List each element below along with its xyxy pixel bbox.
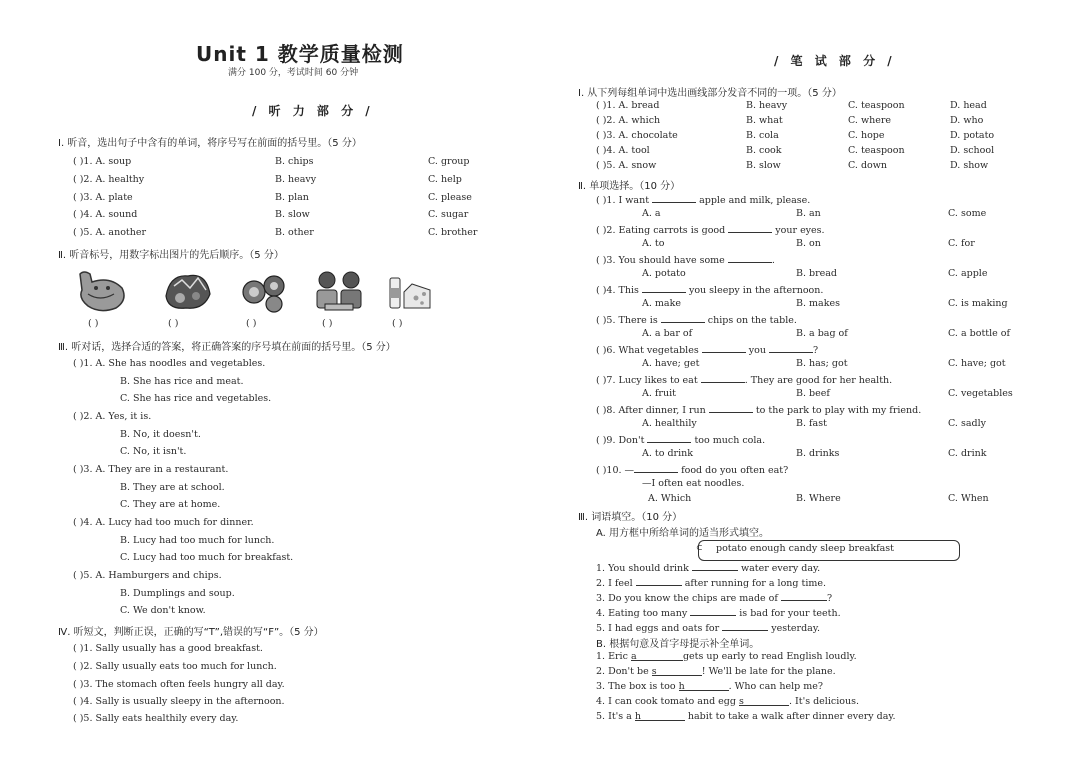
question-text: ?: [813, 345, 819, 356]
fill-item: [596, 696, 859, 707]
question-text: food do you often eat?: [681, 465, 789, 476]
option-c: C. Lucy had too much for breakfast.: [120, 552, 294, 563]
fill-text: 5. It's a: [596, 711, 632, 722]
fill-text: ?: [826, 593, 833, 604]
option-d: D. head: [950, 100, 987, 111]
option-c: C. sadly: [948, 418, 986, 429]
fill-text: habit to take a walk after dinner every day.: [687, 711, 896, 722]
initial-letter: h: [634, 711, 641, 722]
writing-s3-title: Ⅲ. 词语填空。（10 分）: [578, 512, 683, 523]
question-text: ( )6. What vegetables: [596, 345, 699, 356]
question-text: ( )4. This: [596, 285, 639, 296]
answer-blank[interactable]: [652, 193, 696, 203]
listening-s2-title: Ⅱ. 听音标号，用数字标出图片的先后顺序。（5 分）: [58, 250, 284, 261]
option-a: A. to drink: [642, 448, 693, 459]
option-b: B. has; got: [796, 358, 848, 369]
list-item: ( )3. A. chocolate: [596, 130, 678, 141]
answer-blank[interactable]: [634, 463, 678, 473]
fill-item: [596, 666, 836, 677]
question: ( )2. A. Yes, it is.: [73, 411, 152, 422]
option-a: A. potato: [642, 268, 686, 279]
option-b: B. cook: [746, 145, 782, 156]
answer-blank[interactable]: [728, 223, 772, 233]
answer-blank[interactable]: [635, 711, 685, 721]
fill-text: gets up early to read English loudly.: [682, 651, 857, 662]
answer-blank[interactable]: [722, 621, 768, 631]
answer-blank[interactable]: [709, 403, 753, 413]
question-text: ( )10. —: [596, 465, 635, 476]
answer-blank[interactable]: [636, 576, 682, 586]
fill-text: yesterday.: [771, 623, 820, 634]
fill-item: [596, 681, 823, 692]
option-c: C. a bottle of: [948, 328, 1011, 339]
option-c: C. help: [428, 174, 462, 185]
fill-item: [596, 651, 857, 662]
option-b: B. what: [746, 115, 783, 126]
option-c: C. When: [948, 493, 989, 504]
option-b: B. Where: [796, 493, 841, 504]
statement: ( )2. Sally usually eats too much for lunch.: [73, 661, 277, 672]
listening-s1-title: Ⅰ. 听音，选出句子中含有的单词，将序号写在前面的括号里。（5 分）: [58, 138, 362, 149]
option-d: D. who: [950, 115, 984, 126]
option-b: B. Lucy had too much for lunch.: [120, 535, 275, 546]
part-a-title: A. 用方框中所给单词的适当形式填空。: [596, 528, 770, 539]
option-a: A. to: [642, 238, 665, 249]
question-text: you sleepy in the afternoon.: [688, 285, 824, 296]
children-eating-picture: [311, 268, 367, 314]
question-text: .: [771, 255, 775, 266]
option-b: B. Dumplings and soup.: [120, 588, 235, 599]
answer-blank[interactable]: [702, 343, 746, 353]
list-item: ( )5. A. another: [73, 227, 147, 238]
listening-part-title: / 听 力 部 分 /: [252, 104, 374, 118]
answer-blank[interactable]: [631, 651, 683, 661]
question: ( )1. A. She has noodles and vegetables.: [73, 358, 266, 369]
answer-blank[interactable]: [642, 283, 686, 293]
fill-text: 4. I can cook tomato and egg: [596, 696, 736, 707]
option-b: B. beef: [796, 388, 830, 399]
fill-text: 5. I had eggs and oats for: [596, 623, 720, 634]
question: [596, 463, 788, 476]
option-c: C. down: [848, 160, 888, 171]
option-a: A. make: [642, 298, 681, 309]
option-c: C. for: [948, 238, 975, 249]
option-b: B. bread: [796, 268, 838, 279]
option-c: C. apple: [948, 268, 988, 279]
option-b: B. drinks: [796, 448, 840, 459]
answer-blank[interactable]: [781, 591, 827, 601]
fill-item: [596, 621, 820, 634]
question: [596, 253, 775, 266]
initial-letter: a: [630, 651, 637, 662]
question-text: ( )9. Don't: [596, 435, 645, 446]
option-c: C. some: [948, 208, 987, 219]
fill-item: [596, 561, 820, 574]
fill-text: 3. Do you know the chips are made of: [596, 593, 778, 604]
option-c: C. She has rice and vegetables.: [120, 393, 272, 404]
word-box-words: potato enough candy sleep breakfast: [716, 543, 895, 554]
answer-blank[interactable]: [647, 433, 691, 443]
option-c: C. We don't know.: [120, 605, 206, 616]
initial-letter: h: [678, 681, 685, 692]
question-text: your eyes.: [775, 225, 825, 236]
fill-text: 1. You should drink: [596, 563, 689, 574]
fill-item: [596, 576, 826, 589]
question-text: apple and milk, please.: [699, 195, 811, 206]
fill-text: after running for a long time.: [684, 578, 827, 589]
question: ( )5. A. Hamburgers and chips.: [73, 570, 222, 581]
answer-blank[interactable]: [701, 373, 745, 383]
option-b: B. cola: [746, 130, 779, 141]
word-box-hook: ⊂: [696, 543, 703, 552]
option-b: B. No, it doesn't.: [120, 429, 201, 440]
answer-blank[interactable]: [769, 343, 813, 353]
option-c: C. is making: [948, 298, 1008, 309]
question-text: you: [748, 345, 766, 356]
question: [596, 403, 921, 416]
option-a: A. fruit: [642, 388, 676, 399]
part-b-title: B. 根据句意及首字母提示补全单词。: [596, 639, 760, 650]
list-item: ( )2. A. healthy: [73, 174, 145, 185]
option-b: B. an: [796, 208, 821, 219]
option-c: C. brother: [428, 227, 478, 238]
dialog-reply: —I often eat noodles.: [642, 478, 745, 489]
rolls-picture: [240, 270, 290, 314]
list-item: ( )1. A. soup: [73, 156, 132, 167]
option-c: C. vegetables: [948, 388, 1013, 399]
question: [596, 373, 892, 386]
question: ( )4. A. Lucy had too much for dinner.: [73, 517, 254, 528]
option-a: A. healthily: [642, 418, 697, 429]
option-b: B. slow: [746, 160, 781, 171]
writing-part-title: / 笔 试 部 分 /: [774, 54, 896, 68]
list-item: ( )1. A. bread: [596, 100, 660, 111]
statement: ( )3. The stomach often feels hungry all day.: [73, 679, 285, 690]
statement: ( )4. Sally is usually sleepy in the afternoon.: [73, 696, 285, 707]
option-b: B. makes: [796, 298, 840, 309]
option-c: C. have; got: [948, 358, 1006, 369]
writing-s1-title: Ⅰ. 从下列每组单词中选出画线部分发音不同的一项。（5 分）: [578, 88, 842, 99]
fill-item: [596, 591, 832, 604]
option-b: B. heavy: [746, 100, 788, 111]
option-a: A. a: [642, 208, 661, 219]
option-c: C. No, it isn't.: [120, 446, 187, 457]
fill-text: ! We'll be late for the plane.: [701, 666, 836, 677]
question-text: ( )1. I want: [596, 195, 650, 206]
order-paren-2: ( ): [168, 318, 179, 329]
answer-blank[interactable]: [739, 696, 789, 706]
option-b: B. on: [796, 238, 821, 249]
option-d: D. potato: [950, 130, 995, 141]
question: [596, 433, 765, 446]
answer-blank[interactable]: [661, 313, 705, 323]
option-d: D. show: [950, 160, 989, 171]
option-c: C. sugar: [428, 209, 469, 220]
initial-letter: s: [651, 666, 657, 677]
option-c: C. teaspoon: [848, 145, 905, 156]
question-text: ( )5. There is: [596, 315, 658, 326]
list-item: ( )5. A. snow: [596, 160, 657, 171]
fill-item: [596, 711, 896, 722]
stomach-picture: [70, 268, 132, 314]
answer-blank[interactable]: [728, 253, 772, 263]
fill-text: . Who can help me?: [728, 681, 823, 692]
fill-text: 2. Don't be: [596, 666, 649, 677]
answer-blank[interactable]: [692, 561, 738, 571]
option-b: B. heavy: [275, 174, 317, 185]
fill-text: 2. I feel: [596, 578, 633, 589]
question: [596, 283, 823, 296]
fill-text: water every day.: [740, 563, 821, 574]
listening-s4-title: Ⅳ. 听短文，判断正误，正确的写“T”,错误的写“F”。（5 分）: [58, 627, 324, 638]
option-b: B. plan: [275, 192, 309, 203]
order-paren-4: ( ): [322, 318, 333, 329]
fill-item: [596, 606, 841, 619]
question-text: ( )2. Eating carrots is good: [596, 225, 726, 236]
question: [596, 223, 825, 236]
question-text: ( )7. Lucy likes to eat: [596, 375, 698, 386]
option-b: B. She has rice and meat.: [120, 376, 244, 387]
page-subtitle: 满分 100 分，考试时间 60 分钟: [228, 68, 359, 78]
statement: ( )1. Sally usually has a good breakfast.: [73, 643, 263, 654]
answer-blank[interactable]: [652, 666, 702, 676]
option-a: A. Which: [648, 493, 692, 504]
option-c: C. teaspoon: [848, 100, 905, 111]
option-c: C. drink: [948, 448, 987, 459]
list-item: ( )2. A. which: [596, 115, 661, 126]
question: [596, 343, 818, 356]
question: ( )3. A. They are in a restaurant.: [73, 464, 229, 475]
option-c: C. please: [428, 192, 472, 203]
answer-blank[interactable]: [690, 606, 736, 616]
option-c: C. where: [848, 115, 892, 126]
list-item: ( )4. A. sound: [73, 209, 138, 220]
question-text: ( )8. After dinner, I run: [596, 405, 706, 416]
option-b: B. a bag of: [796, 328, 848, 339]
option-c: C. group: [428, 156, 470, 167]
question: [596, 193, 810, 206]
option-b: B. They are at school.: [120, 482, 225, 493]
option-b: B. slow: [275, 209, 310, 220]
question-text: ( )3. You should have some: [596, 255, 725, 266]
page-title: Unit 1 教学质量检测: [196, 42, 404, 66]
initial-letter: s: [738, 696, 744, 707]
milk-cheese-picture: [386, 276, 434, 312]
option-a: A. a bar of: [642, 328, 693, 339]
fill-text: . It's delicious.: [788, 696, 859, 707]
option-c: C. They are at home.: [120, 499, 221, 510]
order-paren-1: ( ): [88, 318, 99, 329]
question-text: chips on the table.: [707, 315, 797, 326]
question-text: . They are good for her health.: [744, 375, 893, 386]
vegetables-picture: [160, 266, 214, 314]
option-b: B. other: [275, 227, 314, 238]
listening-s3-title: Ⅲ. 听对话，选择合适的答案，将正确答案的序号填在前面的括号里。（5 分）: [58, 342, 396, 353]
list-item: ( )3. A. plate: [73, 192, 133, 203]
option-c: C. hope: [848, 130, 885, 141]
order-paren-5: ( ): [392, 318, 403, 329]
question-text: too much cola.: [694, 435, 766, 446]
option-b: B. fast: [796, 418, 827, 429]
list-item: ( )4. A. tool: [596, 145, 650, 156]
statement: ( )5. Sally eats healthily every day.: [73, 713, 239, 724]
fill-text: 1. Eric: [596, 651, 628, 662]
writing-s2-title: Ⅱ. 单项选择。（10 分）: [578, 181, 681, 192]
order-paren-3: ( ): [246, 318, 257, 329]
option-a: A. have; get: [642, 358, 700, 369]
fill-text: 3. The box is too: [596, 681, 676, 692]
answer-blank[interactable]: [679, 681, 729, 691]
option-d: D. school: [950, 145, 995, 156]
fill-text: 4. Eating too many: [596, 608, 688, 619]
option-b: B. chips: [275, 156, 314, 167]
question: [596, 313, 797, 326]
question-text: to the park to play with my friend.: [755, 405, 922, 416]
fill-text: is bad for your teeth.: [739, 608, 841, 619]
